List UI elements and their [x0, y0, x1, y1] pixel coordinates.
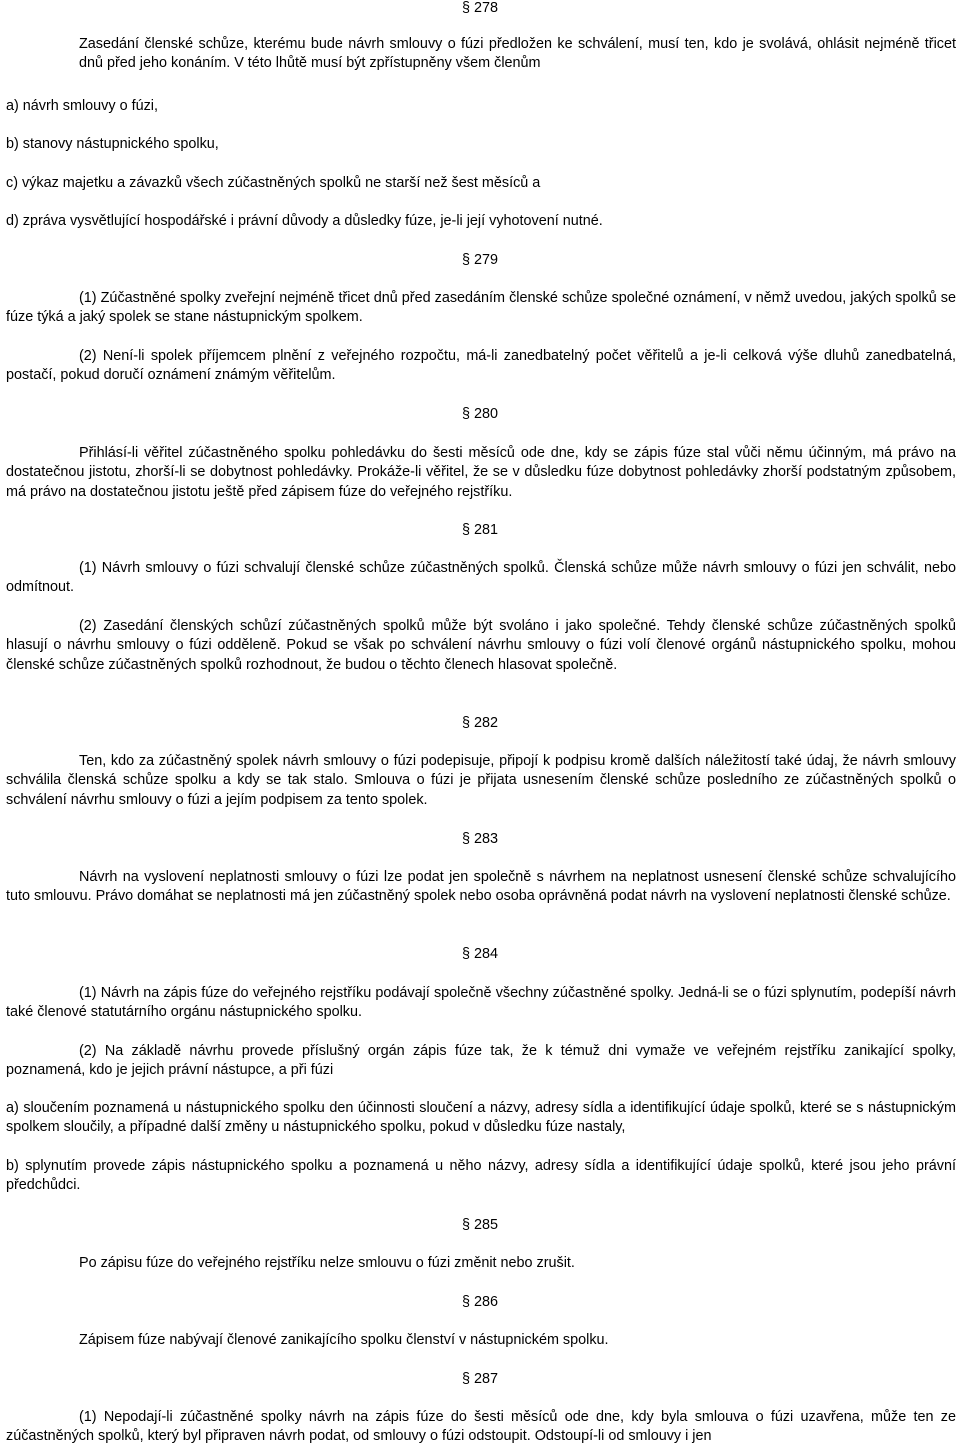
section-heading-284: § 284 [461, 946, 498, 962]
list-item: c) výkaz majetku a závazků všech zúčastněných spolků ne starší než šest měsíců a [6, 175, 541, 191]
paragraph: (2) Na základě návrhu provede příslušný orgán zápis fúze tak, že k témuž dni vymaže ve veřejném rejstříku zanikající spolky, poznamená, kdo je jejich právní nástupce, a při fúzi [6, 1043, 956, 1079]
paragraph: (1) Zúčastněné spolky zveřejní nejméně třicet dnů před zasedáním členské schůze společné oznámení, v němž uvedou, jakých spolků se fúze týká a jaký spolek se stane nástupnickým spolkem. [6, 290, 956, 326]
paragraph [6, 35, 956, 74]
list-item: b) stanovy nástupnického spolku, [6, 136, 219, 152]
list-item: a) sloučením poznamená u nástupnického spolku den účinnosti sloučení a názvy, adresy sídla a identifikující údaje spolků, které se s nástupnickým spolkem sloučily, a případné další změny u nástupnického spolku, pokud v důsledku fúze nastaly, [6, 1100, 956, 1136]
section-heading-280: § 280 [461, 406, 498, 422]
paragraph: Zápisem fúze nabývají členové zanikajícího spolku členství v nástupnickém spolku. [79, 1332, 609, 1348]
paragraph: (1) Návrh na zápis fúze do veřejného rejstříku podávají společně všechny zúčastněné spolky. Jedná-li se o fúzi splynutím, podepíší návrh také členové statutárního orgánu nástupnického spolku. [6, 985, 956, 1021]
paragraph: Po zápisu fúze do veřejného rejstříku nelze smlouvu o fúzi změnit nebo zrušit. [79, 1255, 575, 1271]
section-heading-282: § 282 [461, 715, 498, 731]
list-item: d) zpráva vysvětlující hospodářské i právní důvody a důsledky fúze, je-li její vyhotovení nutné. [6, 213, 603, 229]
paragraph: Návrh na vyslovení neplatnosti smlouvy o fúzi lze podat jen společně s návrhem na neplatnost usnesení členské schůze schvalujícího tuto smlouvu. Právo domáhat se neplatnosti má jen zúčastněný spolek nebo osoba oprávněná podat návrh na vyslovení neplatnosti členské schůze. [6, 869, 956, 905]
section-heading-281: § 281 [461, 522, 498, 538]
section-heading-278: § 278 [461, 0, 498, 16]
paragraph: (1) Nepodají-li zúčastněné spolky návrh na zápis fúze do šesti měsíců ode dne, kdy byla smlouva o fúzi uzavřena, může ten ze zúčastněných spolků, který byl připraven návrh podat, od smlouvy o fúzi odstoupit. Odstoupí-li od smlouvy i jen [6, 1409, 956, 1445]
list-item: a) návrh smlouvy o fúzi, [6, 98, 158, 114]
paragraph: Ten, kdo za zúčastněný spolek návrh smlouvy o fúzi podepisuje, připojí k podpisu kromě dalších náležitostí také údaj, že návrh smlouvy schválila členská schůze spolku a kdy se tak stalo. Smlouva o fúzi je přijata usnesením členské schůze posledního ze zúčastněných spolků o schválení návrhu smlouvy o fúzi a jejím podpisem za tento spolek. [6, 753, 956, 808]
paragraph: (2) Není-li spolek příjemcem plnění z veřejného rozpočtu, má-li zanedbatelný počet věřitelů a je-li celková výše dluhů zanedbatelná, postačí, pokud doručí oznámení známým věřitelům. [6, 348, 956, 384]
section-heading-279: § 279 [461, 252, 498, 268]
paragraph: Přihlásí-li věřitel zúčastněného spolku pohledávku do šesti měsíců ode dne, kdy se zápis fúze stal vůči němu účinným, má právo na dostatečnou jistotu, zhorší-li se dobytnost pohledávky. Prokáže-li věřitel, že se v důsledku fúze dobytnost pohledávky zhorší podstatným způsobem, má právo na dostatečnou jistotu ještě před zápisem fúze do veřejného rejstříku. [6, 445, 956, 500]
section-heading-286: § 286 [461, 1294, 498, 1310]
paragraph: (1) Návrh smlouvy o fúzi schvalují členské schůze zúčastněných spolků. Členská schůze může návrh smlouvy o fúzi jen schválit, nebo odmítnout. [6, 560, 956, 596]
list-item: b) splynutím provede zápis nástupnického spolku a poznamená u něho názvy, adresy sídla a identifikující údaje spolků, které jsou jeho právní předchůdci. [6, 1158, 956, 1194]
paragraph: (2) Zasedání členských schůzí zúčastněných spolků může být svoláno i jako společné. Tehdy členské schůze zúčastněných spolků hlasují o návrhu smlouvy o fúzi odděleně. Pokud se však po schválení návrhu smlouvy o fúzi volí členové orgánů nástupnického spolku, mohou členské schůze zúčastněných spolků rozhodnout, že budou o těchto členech hlasovat společně. [6, 618, 956, 673]
section-heading-283: § 283 [461, 831, 498, 847]
section-heading-285: § 285 [461, 1217, 498, 1233]
section-heading-287: § 287 [461, 1371, 498, 1387]
paragraph-text: Zasedání členské schůze, kterému bude návrh smlouvy o fúzi předložen ke schválení, musí ten, kdo je svolává, ohlásit nejméně třicet dnů před jeho konáním. V této lhůtě musí být zpřístupněny všem členům [79, 36, 956, 72]
